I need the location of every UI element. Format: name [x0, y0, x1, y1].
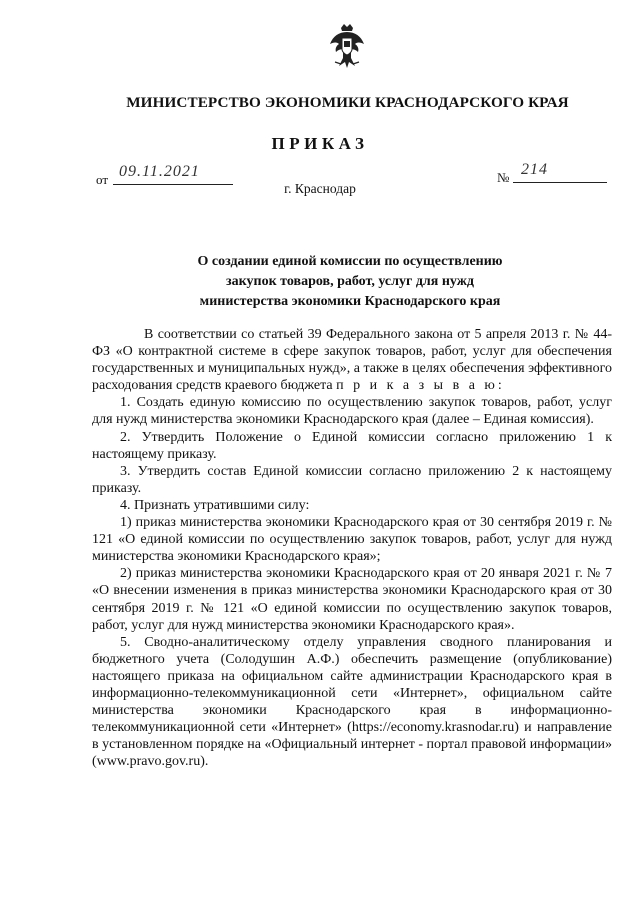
paragraph-4-2: 2) приказ министерства экономики Краснодарского края от 20 января 2021 г. № 7 «О внесении изменения в приказ министерства экономики Краснодарского края от 30 сентября 2019 г. № 121 «О единой комиссии по осуществлению закупок товаров, работ, услуг для нужд министерства экономики Краснодарского края». — [92, 566, 612, 633]
subject-line: О создании единой комиссии по осуществлению — [197, 254, 503, 269]
document-type-title: ПРИКАЗ — [271, 134, 369, 153]
order-date: 09.11.2021 — [113, 163, 233, 185]
date-prefix: от — [96, 172, 109, 187]
order-subject — [150, 252, 550, 312]
paragraph-5: 5. Сводно-аналитическому отделу управления сводного планирования и бюджетного учета (Солодушин А.Ф.) обеспечить размещение (опубликование) настоящего приказа на официальном сайте администрации Краснодарского края в информационно-телекоммуникационной сети «Интернет», официальном сайте министерства экономики Краснодарского края в информационно-телекоммуникационной сети «Интернет» (https://economy.krasnodar.ru) и направление в установленном порядке на «Официальный интернет - портал правовой информации» (www.pravo.gov.ru). — [92, 634, 612, 770]
order-number: 214 — [513, 161, 607, 183]
paragraph-3: 3. Утвердить состав Единой комиссии согласно приложению 2 к настоящему приказу. — [92, 463, 612, 496]
preamble-text: В соответствии со статьей 39 Федерального закона от 5 апреля 2013 г. № 44-ФЗ «О контрактной системе в сфере закупок товаров, работ, услуг для обеспечения государственных и муниципальных нужд», а также в целях обеспечения эффективного расходования средств краевого бюджета — [92, 327, 612, 394]
city: г. Краснодар — [284, 181, 356, 196]
ministry-name: МИНИСТЕРСТВО ЭКОНОМИКИ КРАСНОДАРСКОГО КРАЯ — [126, 94, 569, 111]
number-prefix: № — [497, 170, 510, 185]
coat-of-arms-icon — [327, 22, 367, 72]
paragraph-4-1: 1) приказ министерства экономики Краснодарского края от 30 сентября 2019 г. № 121 «О единой комиссии по осуществлению закупок товаров, работ, услуг для нужд министерства экономики Краснодарского края»; — [92, 515, 612, 565]
order-body — [92, 326, 612, 770]
paragraph-4: 4. Признать утратившими силу: — [120, 497, 310, 513]
order-word: п р и к а з ы в а ю: — [336, 378, 505, 394]
preamble-paragraph — [92, 326, 612, 394]
subject-line: министерства экономики Краснодарского края — [199, 294, 501, 309]
subject-line: закупок товаров, работ, услуг для нужд — [226, 274, 474, 289]
paragraph-1: 1. Создать единую комиссию по осуществлению закупок товаров, работ, услуг для нужд министерства экономики Краснодарского края (далее – Единая комиссия). — [92, 395, 612, 428]
paragraph-2: 2. Утвердить Положение о Единой комиссии согласно приложению 1 к настоящему приказу. — [92, 429, 612, 462]
